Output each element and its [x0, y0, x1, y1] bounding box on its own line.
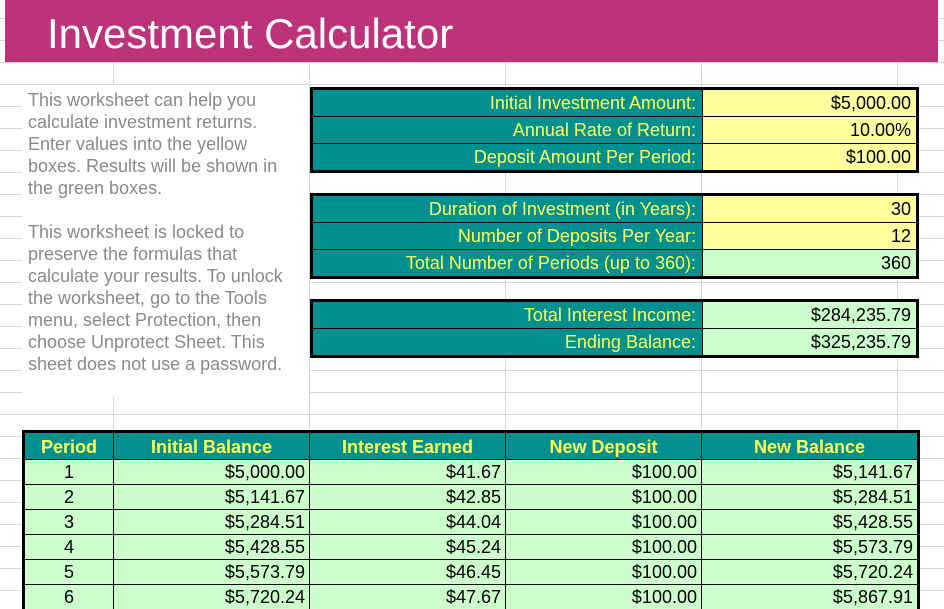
cell-new-balance: $5,867.91	[832, 587, 913, 607]
total-interest-row	[313, 302, 916, 328]
rate-of-return-input[interactable]: 10.00%	[703, 117, 916, 143]
header-period: Period	[25, 433, 114, 459]
description-paragraph-1: This worksheet can help you calculate investment returns. Enter values into the yellow boxes. Results will be shown in the green boxes.	[28, 90, 278, 198]
cell-new-balance: $5,428.55	[832, 512, 913, 532]
cell-interest-earned: $47.67	[310, 585, 506, 609]
table-row	[25, 509, 917, 534]
deposits-per-year-label: Number of Deposits Per Year:	[313, 223, 703, 249]
cell-initial-balance: $5,000.00	[114, 460, 310, 484]
cell-new-deposit: $100.00	[506, 585, 702, 609]
rate-of-return-label: Annual Rate of Return:	[313, 117, 703, 143]
cell-initial-balance: $5,428.55	[114, 535, 310, 559]
results-panel	[310, 299, 919, 358]
header-new-deposit: New Deposit	[506, 433, 702, 459]
cell-interest-earned: $46.45	[310, 560, 506, 584]
header-interest-earned: Interest Earned	[310, 433, 506, 459]
header-new-balance: New Balance	[753, 437, 866, 457]
cell-interest-earned: $41.67	[310, 460, 506, 484]
table-row	[25, 584, 917, 609]
cell-period: 3	[25, 510, 114, 534]
cell-interest-earned: $45.24	[310, 535, 506, 559]
ending-balance-value: $325,235.79	[703, 329, 916, 355]
total-interest-value: $284,235.79	[703, 302, 916, 328]
cell-new-balance: $5,573.79	[832, 537, 913, 557]
table-row	[25, 459, 917, 484]
cell-interest-earned: $42.85	[310, 485, 506, 509]
cell-period: 6	[25, 585, 114, 609]
cell-period: 1	[25, 460, 114, 484]
schedule-table	[22, 430, 920, 609]
total-periods-label: Total Number of Periods (up to 360):	[313, 250, 703, 276]
initial-investment-row	[313, 90, 916, 116]
rate-of-return-row	[313, 116, 916, 143]
duration-years-row	[313, 196, 916, 222]
page-title: Investment Calculator	[47, 10, 454, 57]
table-header	[25, 433, 917, 459]
cell-period: 5	[25, 560, 114, 584]
table-row	[25, 534, 917, 559]
cell-initial-balance: $5,141.67	[114, 485, 310, 509]
cell-initial-balance: $5,720.24	[114, 585, 310, 609]
cell-new-deposit: $100.00	[506, 485, 702, 509]
total-periods-value: 360	[703, 250, 916, 276]
cell-initial-balance: $5,284.51	[114, 510, 310, 534]
cell-new-balance: $5,720.24	[832, 562, 913, 582]
header-initial-balance: Initial Balance	[114, 433, 310, 459]
ending-balance-label: Ending Balance:	[313, 329, 703, 355]
input-panel	[310, 87, 919, 173]
cell-initial-balance: $5,573.79	[114, 560, 310, 584]
total-interest-label: Total Interest Income:	[313, 302, 703, 328]
description-paragraph-2: This worksheet is locked to preserve the formulas that calculate your results. To unlock the worksheet, go to the Tools menu, select Protection, then choose Unprotect Sheet. This sheet does not use a password.	[28, 222, 283, 374]
initial-investment-label: Initial Investment Amount:	[313, 90, 703, 116]
deposits-per-year-input[interactable]: 12	[703, 223, 916, 249]
cell-interest-earned: $44.04	[310, 510, 506, 534]
cell-new-balance: $5,141.67	[832, 462, 913, 482]
total-periods-row	[313, 249, 916, 276]
initial-investment-input[interactable]: $5,000.00	[703, 90, 916, 116]
duration-years-label: Duration of Investment (in Years):	[313, 196, 703, 222]
cell-new-deposit: $100.00	[506, 535, 702, 559]
duration-years-input[interactable]: 30	[703, 196, 916, 222]
ending-balance-row	[313, 328, 916, 355]
deposit-amount-label: Deposit Amount Per Period:	[313, 144, 703, 170]
table-row	[25, 559, 917, 584]
cell-new-deposit: $100.00	[506, 460, 702, 484]
cell-new-balance: $5,284.51	[832, 487, 913, 507]
deposit-amount-input[interactable]: $100.00	[703, 144, 916, 170]
title-bar	[5, 0, 938, 62]
cell-new-deposit: $100.00	[506, 510, 702, 534]
table-row	[25, 484, 917, 509]
cell-new-deposit: $100.00	[506, 560, 702, 584]
cell-period: 2	[25, 485, 114, 509]
deposits-per-year-row	[313, 222, 916, 249]
cell-period: 4	[25, 535, 114, 559]
description	[28, 89, 290, 375]
deposit-amount-row	[313, 143, 916, 170]
duration-panel	[310, 193, 919, 279]
